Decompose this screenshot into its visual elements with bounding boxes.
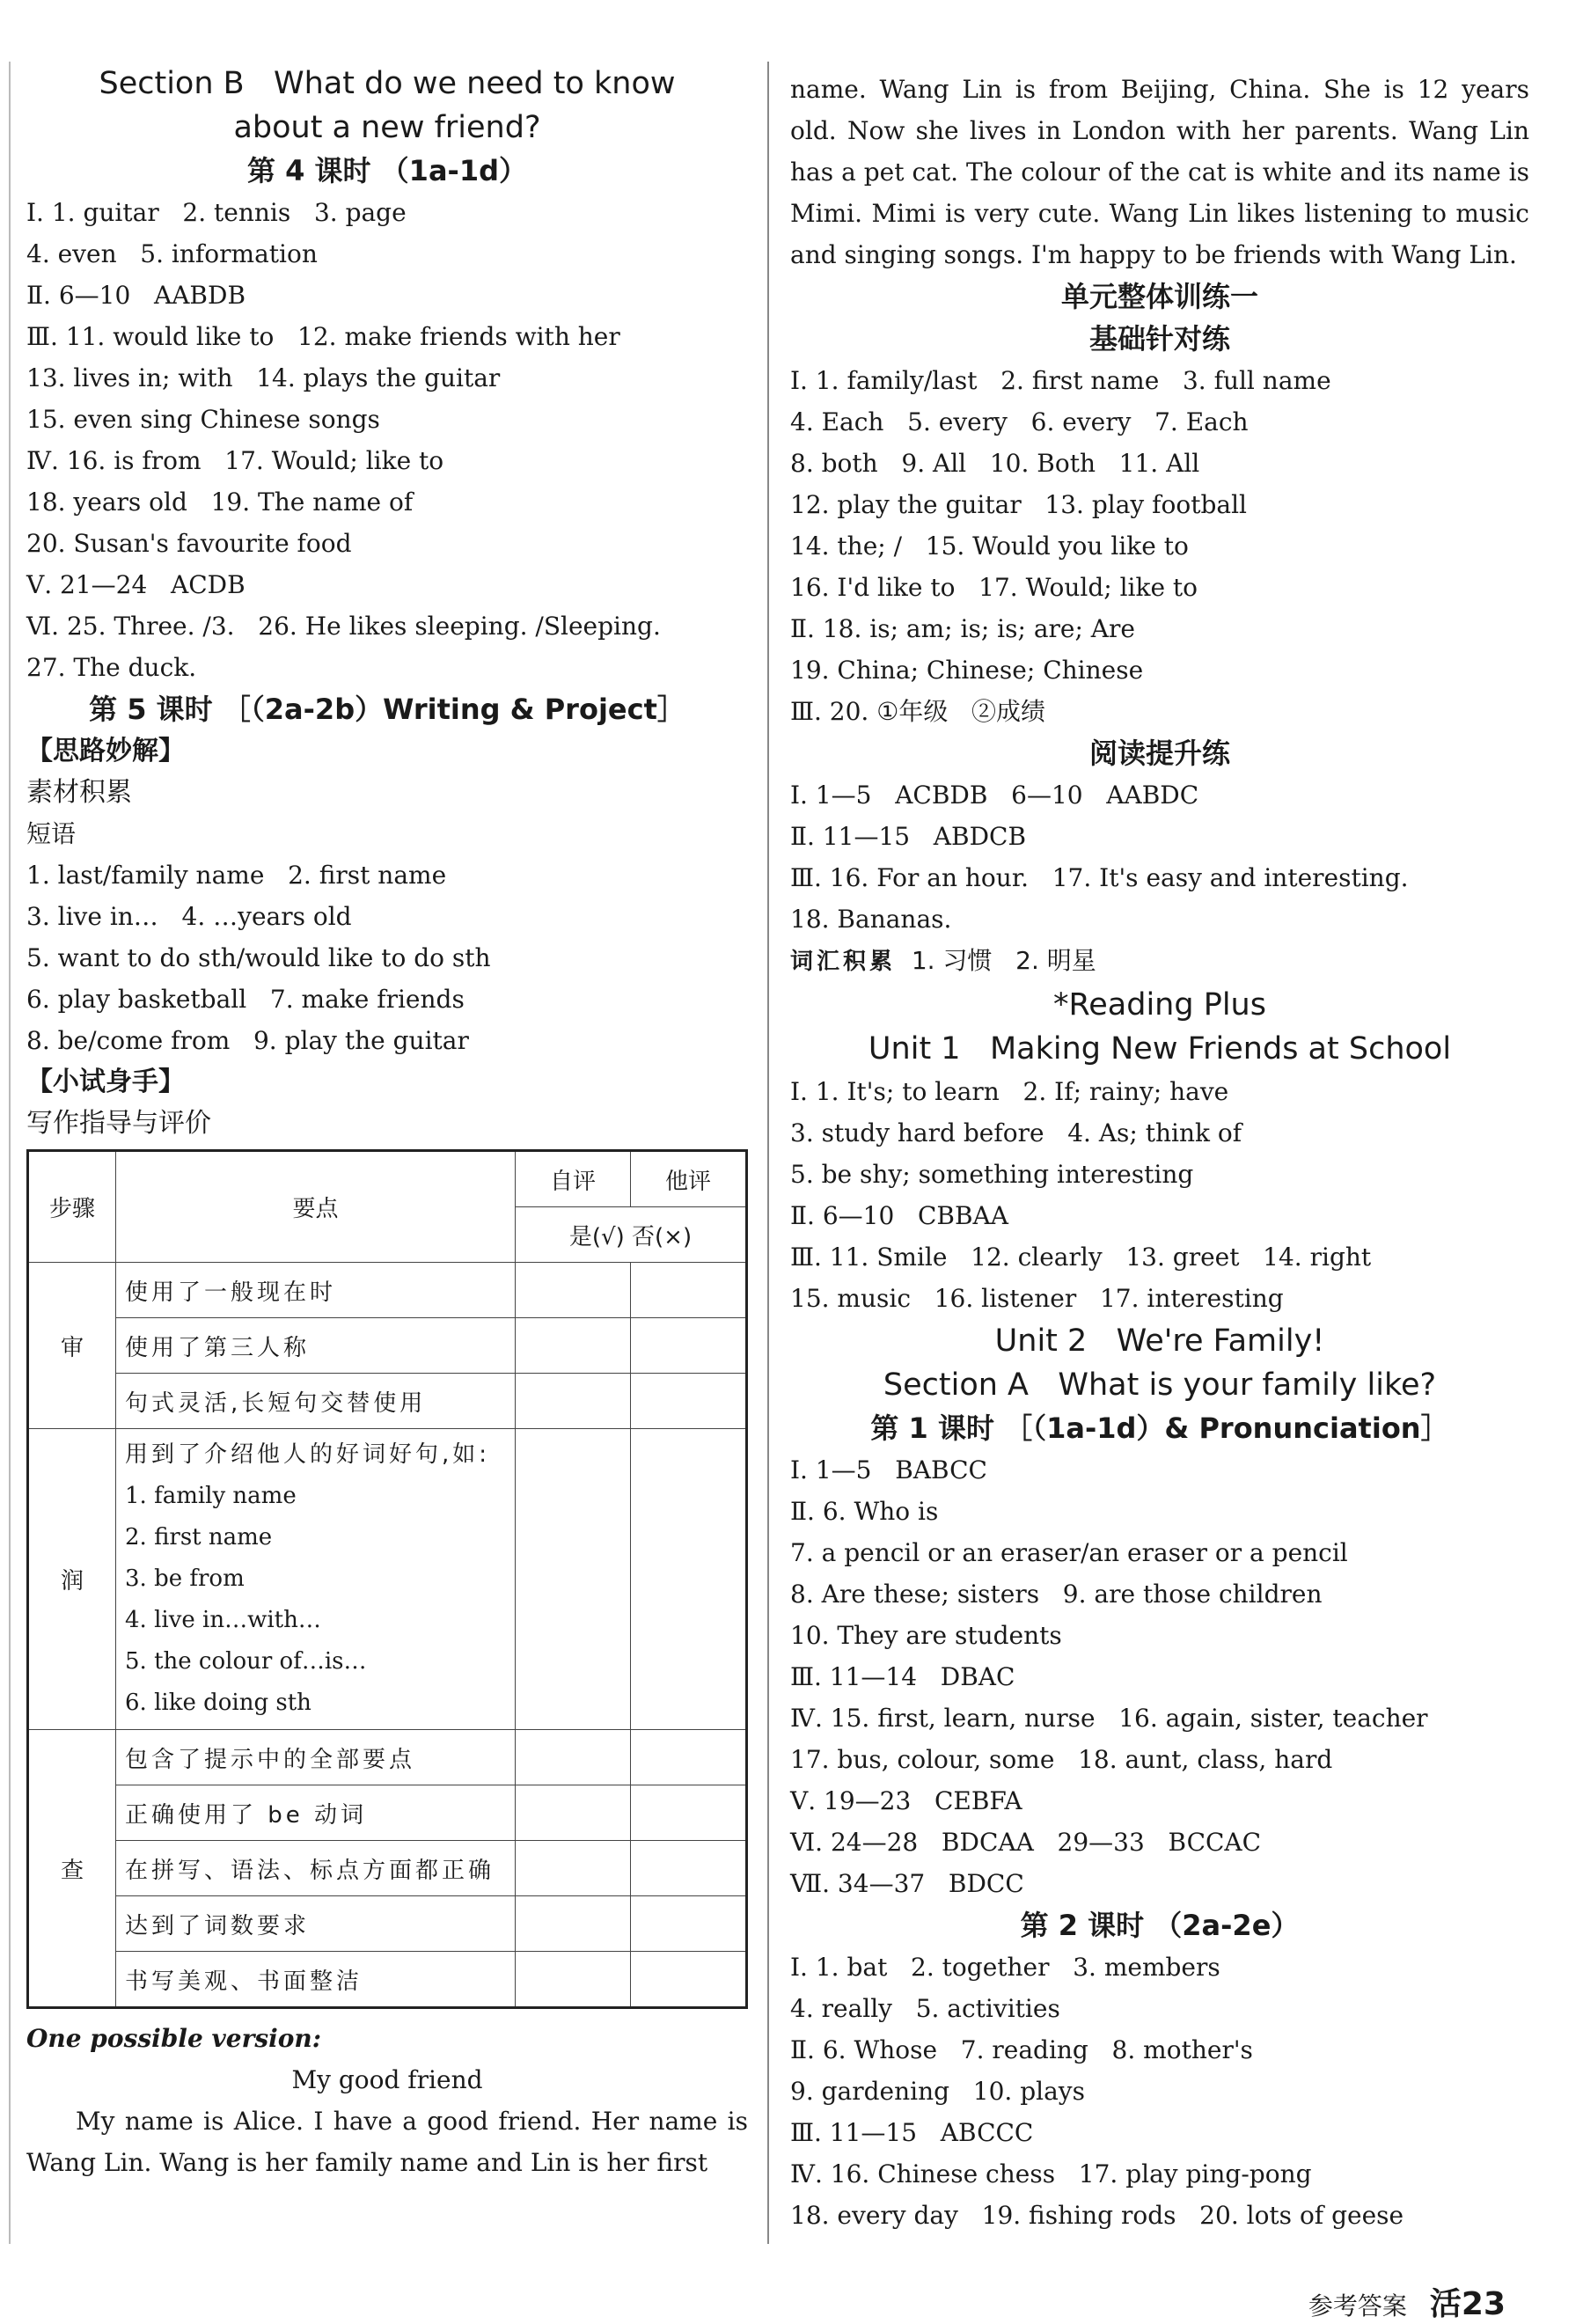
- answer-line: Ⅰ. 1. guitar 2. tennis 3. page: [26, 198, 407, 227]
- answer-line: 8. be/come from 9. play the guitar: [26, 1026, 469, 1055]
- self-eval-cell[interactable]: [516, 1952, 631, 2008]
- answer-line: 20. Susan's favourite food: [26, 529, 352, 558]
- answer-line: Ⅱ. 18. is; am; is; is; are; Are: [790, 614, 1135, 643]
- self-eval-cell[interactable]: [516, 1841, 631, 1896]
- writing-guide-heading: 写作指导与评价: [26, 1108, 211, 1139]
- answer-line: 27. The duck.: [26, 653, 197, 682]
- vocab-label: 词汇积累: [790, 949, 897, 975]
- answer-line: 6. play basketball 7. make friends: [26, 985, 465, 1014]
- col-peer-header: 他评: [631, 1151, 747, 1207]
- peer-eval-cell[interactable]: [631, 1318, 747, 1374]
- answer-line: Ⅲ. 11. would like to 12. make friends with her: [26, 322, 620, 351]
- run-list-item: 5. the colour of…is…: [125, 1648, 367, 1675]
- section-title-line2: about a new friend?: [233, 110, 541, 145]
- answer-line: 9. gardening 10. plays: [790, 2077, 1085, 2106]
- answer-line: 10. They are students: [790, 1621, 1062, 1650]
- shen-item: 使用了一般现在时: [116, 1263, 516, 1318]
- column-divider: [767, 62, 769, 2244]
- sucai-heading: 素材积累: [26, 777, 132, 808]
- cha-item: 正确使用了 be 动词: [116, 1785, 516, 1841]
- answer-line: Ⅵ. 24—28 BDCAA 29—33 BCCAC: [790, 1828, 1262, 1857]
- answer-line: 15. music 16. listener 17. interesting: [790, 1284, 1284, 1313]
- self-eval-cell[interactable]: [516, 1896, 631, 1952]
- basic-practice-title: 基础针对练: [1088, 322, 1230, 356]
- unit2-title: Unit 2 We're Family!: [994, 1323, 1325, 1359]
- answer-line: 8. both 9. All 10. Both 11. All: [790, 449, 1200, 478]
- step-shen: 审: [28, 1263, 116, 1429]
- evaluation-table: [26, 1149, 748, 2009]
- answer-line: 7. a pencil or an eraser/an eraser or a pencil: [790, 1538, 1348, 1567]
- answer-line: 16. I'd like to 17. Would; like to: [790, 573, 1198, 602]
- run-list-item: 3. be from: [125, 1565, 245, 1592]
- lesson1-title: 第 1 课时 ［（1a-1d）& Pronunciation］: [870, 1411, 1449, 1445]
- answer-line: Ⅰ. 1—5 ACBDB 6—10 AABDC: [790, 781, 1199, 810]
- answer-line: Ⅱ. 11—15 ABDCB: [790, 822, 1027, 851]
- answer-line: Ⅴ. 21—24 ACDB: [26, 570, 246, 599]
- col-self-header: 自评: [516, 1151, 631, 1207]
- essay-title: My good friend: [291, 2065, 483, 2094]
- answer-line: Ⅰ. 1—5 BABCC: [790, 1455, 987, 1485]
- unit-training-title: 单元整体训练一: [1060, 280, 1258, 313]
- essay-continuation: name. Wang Lin is from Beijing, China. She is 12 years old. Now she lives in London with her parents. Wang Lin has a pet cat. The colour of the cat is white and its name is Mimi. Mimi is very cute. Wang Lin likes listening to music and singing songs. I'm happy to be friends with Wang Lin.: [790, 75, 1529, 269]
- step-cha: 查: [28, 1730, 116, 2008]
- run-list-item: 6. like doing sth: [125, 1690, 311, 1716]
- answer-line: 4. Each 5. every 6. every 7. Each: [790, 407, 1249, 436]
- cha-item: 包含了提示中的全部要点: [116, 1730, 516, 1785]
- right-column: [790, 69, 1529, 2236]
- peer-eval-cell[interactable]: [631, 1263, 747, 1318]
- col-points-header: 要点: [116, 1151, 516, 1263]
- answer-line: Ⅲ. 20. ①年级 ②成绩: [790, 697, 1046, 726]
- vocab-answers: 1. 习惯 2. 明星: [896, 946, 1096, 975]
- left-column: [26, 62, 748, 2183]
- essay-start: My name is Alice. I have a good friend. Her name is Wang Lin. Wang is her family name and Lin is her first: [26, 2107, 748, 2177]
- run-intro: 用到了介绍他人的好词好句,如:: [125, 1441, 491, 1468]
- silu-heading: 【思路妙解】: [26, 736, 185, 766]
- answer-line: Ⅳ. 16. Chinese chess 17. play ping-pong: [790, 2159, 1312, 2188]
- answer-line: 18. every day 19. fishing rods 20. lots of geese: [790, 2201, 1404, 2230]
- answer-line: 1. last/family name 2. first name: [26, 861, 447, 890]
- peer-eval-cell[interactable]: [631, 1952, 747, 2008]
- lesson1-answers: [790, 1449, 1529, 1904]
- peer-eval-cell[interactable]: [631, 1896, 747, 1952]
- peer-eval-cell[interactable]: [631, 1374, 747, 1429]
- answer-line: Ⅱ. 6. Who is: [790, 1497, 939, 1526]
- lesson5-title: 第 5 课时 ［（2a-2b）Writing & Project］: [89, 693, 685, 726]
- lesson4-title: 第 4 课时 （1a-1d）: [246, 154, 527, 187]
- self-eval-cell[interactable]: [516, 1429, 631, 1730]
- answer-line: Ⅲ. 16. For an hour. 17. It's easy and interesting.: [790, 863, 1409, 892]
- reading-answers: [790, 774, 1529, 940]
- basic-answers: [790, 360, 1529, 732]
- answer-line: Ⅰ. 1. family/last 2. first name 3. full name: [790, 366, 1331, 395]
- answer-line: 12. play the guitar 13. play football: [790, 490, 1247, 519]
- vocab-row: [790, 940, 1529, 983]
- run-item: [116, 1429, 516, 1730]
- xiaoshi-heading: 【小试身手】: [26, 1067, 185, 1097]
- answer-line: Ⅲ. 11—14 DBAC: [790, 1662, 1015, 1691]
- cha-item: 书写美观、书面整洁: [116, 1952, 516, 2008]
- self-eval-cell[interactable]: [516, 1374, 631, 1429]
- answer-line: 19. China; Chinese; Chinese: [790, 656, 1144, 685]
- answer-line: Ⅰ. 1. bat 2. together 3. members: [790, 1953, 1220, 1982]
- answer-line: Ⅱ. 6—10 AABDB: [26, 281, 246, 310]
- answer-line: Ⅲ. 11. Smile 12. clearly 13. greet 14. right: [790, 1243, 1372, 1272]
- answer-line: Ⅲ. 11—15 ABCCC: [790, 2118, 1034, 2147]
- unit1-title: Unit 1 Making New Friends at School: [868, 1031, 1452, 1067]
- answer-line: Ⅰ. 1. It's; to learn 2. If; rainy; have: [790, 1077, 1229, 1106]
- answer-line: 18. years old 19. The name of: [26, 488, 414, 517]
- peer-eval-cell[interactable]: [631, 1785, 747, 1841]
- section-a-title: Section A What is your family like?: [883, 1367, 1437, 1403]
- answer-line: Ⅱ. 6—10 CBBAA: [790, 1201, 1008, 1230]
- answer-line: 4. even 5. information: [26, 239, 318, 268]
- reading-plus-title: *Reading Plus: [1053, 987, 1266, 1023]
- peer-eval-cell[interactable]: [631, 1429, 747, 1730]
- phrase-list: [26, 854, 748, 1061]
- step-run: 润: [28, 1429, 116, 1730]
- answer-line: Ⅶ. 34—37 BDCC: [790, 1869, 1024, 1898]
- answer-line: 14. the; / 15. Would you like to: [790, 532, 1189, 561]
- answer-line: Ⅴ. 19—23 CEBFA: [790, 1786, 1022, 1815]
- self-eval-cell[interactable]: [516, 1318, 631, 1374]
- answer-line: 18. Bananas.: [790, 905, 952, 934]
- footer-label: 参考答案: [1308, 2291, 1407, 2320]
- page-footer: [1308, 2279, 1506, 2324]
- self-eval-cell[interactable]: [516, 1730, 631, 1785]
- yes-no-legend: 是(√) 否(×): [516, 1207, 747, 1263]
- cha-item: 在拼写、语法、标点方面都正确: [116, 1841, 516, 1896]
- answer-line: 5. want to do sth/would like to do sth: [26, 943, 491, 972]
- self-eval-cell[interactable]: [516, 1785, 631, 1841]
- self-eval-cell[interactable]: [516, 1263, 631, 1318]
- answer-line: 17. bus, colour, some 18. aunt, class, hard: [790, 1745, 1333, 1774]
- run-list-item: 2. first name: [125, 1524, 273, 1551]
- unit1-answers: [790, 1071, 1529, 1319]
- shen-item: 句式灵活,长短句交替使用: [116, 1374, 516, 1429]
- duanyu-heading: 短语: [26, 819, 77, 848]
- answer-line: 4. really 5. activities: [790, 1994, 1060, 2023]
- lesson2-title: 第 2 课时 （2a-2e）: [1020, 1909, 1300, 1942]
- answer-line: 13. lives in; with 14. plays the guitar: [26, 363, 501, 392]
- answer-line: 3. study hard before 4. As; think of: [790, 1118, 1242, 1147]
- answer-line: Ⅱ. 6. Whose 7. reading 8. mother's: [790, 2035, 1253, 2064]
- page-number: 活23: [1429, 2286, 1506, 2322]
- peer-eval-cell[interactable]: [631, 1841, 747, 1896]
- answer-line: Ⅵ. 25. Three. /3. 26. He likes sleeping. /Sleeping.: [26, 612, 661, 641]
- answer-line: Ⅳ. 15. first, learn, nurse 16. again, sister, teacher: [790, 1704, 1428, 1733]
- lesson4-answers: [26, 192, 748, 688]
- answer-line: 8. Are these; sisters 9. are those children: [790, 1580, 1323, 1609]
- section-title-line1: Section B What do we need to know: [99, 66, 676, 101]
- answer-line: 3. live in… 4. …years old: [26, 902, 352, 931]
- shen-item: 使用了第三人称: [116, 1318, 516, 1374]
- answer-line: Ⅳ. 16. is from 17. Would; like to: [26, 446, 444, 475]
- answer-line: 5. be shy; something interesting: [790, 1160, 1194, 1189]
- page-edge: [9, 62, 11, 2244]
- reading-practice-title: 阅读提升练: [1088, 737, 1230, 770]
- cha-item: 达到了词数要求: [116, 1896, 516, 1952]
- peer-eval-cell[interactable]: [631, 1730, 747, 1785]
- lesson2-answers: [790, 1946, 1529, 2236]
- col-step-header: 步骤: [28, 1151, 116, 1263]
- run-list-item: 1. family name: [125, 1483, 297, 1509]
- run-list-item: 4. live in…with…: [125, 1607, 321, 1633]
- one-possible-version: One possible version:: [26, 2024, 322, 2053]
- answer-line: 15. even sing Chinese songs: [26, 405, 380, 434]
